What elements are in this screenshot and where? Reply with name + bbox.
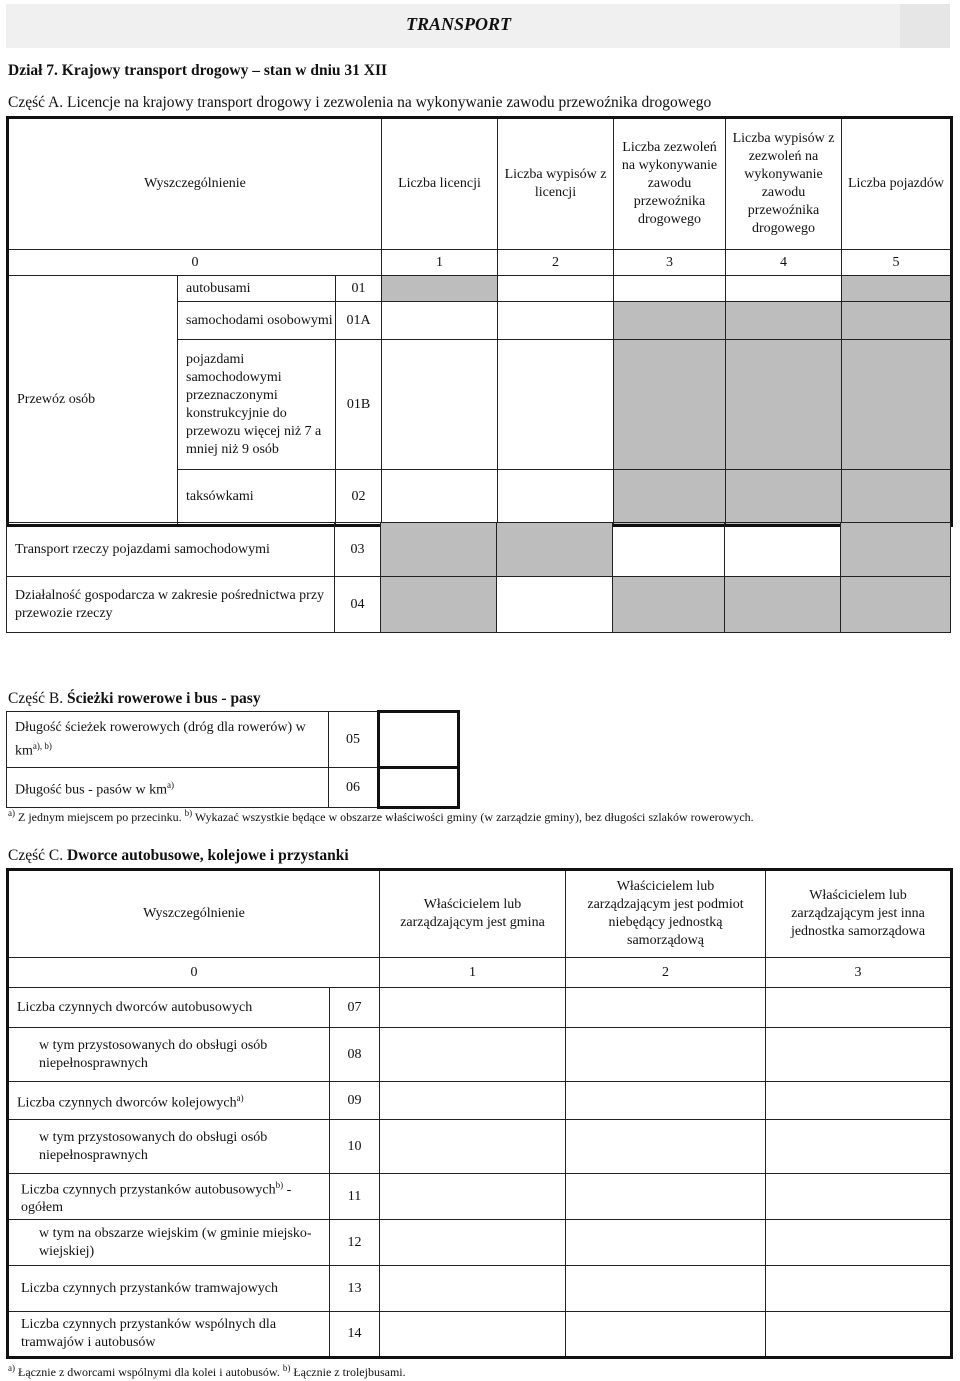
dzial-title: Dział 7. Krajowy transport drogowy – stan w dniu 31 XII [8, 62, 388, 79]
col-number-5: 5 [842, 250, 952, 276]
cell-12-2[interactable] [566, 1220, 766, 1266]
col-number-3: 3 [614, 250, 726, 276]
col-header-0: Wyszczególnienie [8, 118, 382, 250]
row-code-08: 08 [330, 1028, 380, 1082]
part-b-table [6, 710, 460, 809]
row-label-08: w tym przystosowanych do obsługi osób niepełnosprawnych [8, 1028, 330, 1082]
cell-04-3 [613, 577, 725, 633]
cell-03-4[interactable] [725, 523, 841, 577]
row-label-11-sup: b) [275, 1179, 284, 1190]
note-b-a-mark: a) [8, 808, 15, 818]
row-label-09-sup: a) [236, 1092, 244, 1103]
part-b-footnotes [8, 808, 754, 825]
col-header-2: Liczba wypisów z licencji [498, 118, 614, 250]
part-a-title: Część A. Licencje na krajowy transport drogowy i zezwolenia na wykonywanie zawodu przewoźnika drogowego [8, 94, 712, 111]
cell-01-1 [382, 276, 498, 302]
cell-11-3[interactable] [766, 1174, 952, 1220]
row-label-06-text: Długość bus - pasów w km [15, 782, 168, 798]
note-c-a: Łącznie z dworcami wspólnymi dla kolei i autobusów. [18, 1365, 280, 1379]
c-col-number-0: 0 [8, 958, 380, 988]
cell-04-5 [841, 577, 951, 633]
cell-01b-5 [842, 340, 952, 470]
row-code-10: 10 [330, 1120, 380, 1174]
cell-01b-1[interactable] [382, 340, 498, 470]
cell-01-5 [842, 276, 952, 302]
row-label-11-suffix: - ogółem [21, 1182, 292, 1216]
part-c-prefix: Część C. [8, 847, 64, 864]
cell-13-1[interactable] [380, 1266, 566, 1312]
cell-06-1[interactable] [379, 768, 459, 808]
cell-04-1 [381, 577, 497, 633]
section-title: TRANSPORT [406, 14, 512, 34]
cell-12-3[interactable] [766, 1220, 952, 1266]
c-col-header-0: Wyszczególnienie [8, 870, 380, 958]
cell-13-2[interactable] [566, 1266, 766, 1312]
row-label-11 [8, 1174, 330, 1220]
row-label-09-text: Liczba czynnych dworców kolejowych [17, 1095, 237, 1111]
row-label-01b: pojazdami samochodowymi przeznaczonymi konstrukcyjnie do przewozu więcej niż 7 a mniej niż 9 osób [178, 340, 336, 470]
cell-03-3[interactable] [613, 523, 725, 577]
cell-08-1[interactable] [380, 1028, 566, 1082]
row-label-14: Liczba czynnych przystanków wspólnych dla tramwajów i autobusów [8, 1312, 330, 1358]
cell-09-2[interactable] [566, 1082, 766, 1120]
cell-02-4 [726, 470, 842, 526]
c-col-number-3: 3 [766, 958, 952, 988]
row-code-01a: 01A [336, 302, 382, 340]
row-code-01: 01 [336, 276, 382, 302]
col-number-1: 1 [382, 250, 498, 276]
row-code-02: 02 [336, 470, 382, 526]
cell-14-2[interactable] [566, 1312, 766, 1358]
part-c-table [6, 868, 953, 1359]
header-bar [6, 4, 950, 48]
row-label-04: Działalność gospodarcza w zakresie pośrednictwa przy przewozie rzeczy [7, 577, 335, 633]
part-a-table-2 [6, 522, 951, 633]
cell-07-1[interactable] [380, 988, 566, 1028]
cell-08-2[interactable] [566, 1028, 766, 1082]
cell-01b-2[interactable] [498, 340, 614, 470]
cell-11-2[interactable] [566, 1174, 766, 1220]
cell-01a-4 [726, 302, 842, 340]
row-label-05-sup: a), b) [32, 740, 52, 751]
row-code-05: 05 [329, 712, 379, 768]
cell-11-1[interactable] [380, 1174, 566, 1220]
row-label-12: w tym na obszarze wiejskim (w gminie miejsko-wiejskiej) [8, 1220, 330, 1266]
cell-01b-4 [726, 340, 842, 470]
row-label-06-sup: a) [167, 779, 175, 790]
c-col-number-1: 1 [380, 958, 566, 988]
note-c-b-mark: b) [282, 1363, 291, 1373]
row-label-02: taksówkami [178, 470, 336, 526]
col-number-2: 2 [498, 250, 614, 276]
cell-03-1 [381, 523, 497, 577]
col-header-4: Liczba wypisów z zezwoleń na wykonywanie zawodu przewoźnika drogowego [726, 118, 842, 250]
row-label-01a: samochodami osobowymi [178, 302, 336, 340]
col-header-3: Liczba zezwoleń na wykonywanie zawodu przewoźnika drogowego [614, 118, 726, 250]
cell-05-1[interactable] [379, 712, 459, 768]
row-label-05 [7, 712, 329, 768]
row-label-03: Transport rzeczy pojazdami samochodowymi [7, 523, 335, 577]
part-b-prefix: Część B. [8, 690, 64, 707]
col-header-1: Liczba licencji [382, 118, 498, 250]
part-b-heading: Ścieżki rowerowe i bus - pasy [66, 690, 261, 707]
cell-01a-5 [842, 302, 952, 340]
cell-03-5 [841, 523, 951, 577]
row-code-14: 14 [330, 1312, 380, 1358]
row-label-05-text: Długość ścieżek rowerowych (dróg dla rowerów) w km [15, 719, 306, 759]
cell-14-3[interactable] [766, 1312, 952, 1358]
cell-01-4[interactable] [726, 276, 842, 302]
part-a-table [6, 116, 953, 527]
row-label-09 [8, 1082, 330, 1120]
cell-04-4 [725, 577, 841, 633]
row-label-01: autobusami [178, 276, 336, 302]
row-label-10: w tym przystosowanych do obsługi osób niepełnosprawnych [8, 1120, 330, 1174]
row-code-07: 07 [330, 988, 380, 1028]
cell-01b-3 [614, 340, 726, 470]
col-number-0: 0 [8, 250, 382, 276]
cell-12-1[interactable] [380, 1220, 566, 1266]
c-col-header-1: Właścicielem lub zarządzającym jest gmina [380, 870, 566, 958]
cell-04-2[interactable] [497, 577, 613, 633]
row-label-11-text: Liczba czynnych przystanków autobusowych [21, 1182, 276, 1198]
header-corner-box [900, 4, 950, 48]
cell-02-1[interactable] [382, 470, 498, 526]
row-label-13: Liczba czynnych przystanków tramwajowych [8, 1266, 330, 1312]
cell-13-3[interactable] [766, 1266, 952, 1312]
cell-01-2[interactable] [498, 276, 614, 302]
note-c-a-mark: a) [8, 1363, 15, 1373]
cell-08-3[interactable] [766, 1028, 952, 1082]
part-c-footnotes [8, 1363, 406, 1380]
c-col-number-2: 2 [566, 958, 766, 988]
row-label-06 [7, 768, 329, 808]
cell-10-2[interactable] [566, 1120, 766, 1174]
row-code-09: 09 [330, 1082, 380, 1120]
row-code-04: 04 [335, 577, 381, 633]
cell-09-1[interactable] [380, 1082, 566, 1120]
cell-02-5 [842, 470, 952, 526]
row-code-06: 06 [329, 768, 379, 808]
col-number-4: 4 [726, 250, 842, 276]
part-c-title [8, 847, 349, 865]
note-c-b: Łącznie z trolejbusami. [293, 1365, 406, 1379]
row-code-13: 13 [330, 1266, 380, 1312]
cell-10-1[interactable] [380, 1120, 566, 1174]
group-label: Przewóz osób [8, 276, 178, 526]
c-col-header-2: Właścicielem lub zarządzającym jest podmiot niebędący jednostką samorządową [566, 870, 766, 958]
cell-01a-3 [614, 302, 726, 340]
note-b-b-mark: b) [184, 808, 193, 818]
cell-01a-2[interactable] [498, 302, 614, 340]
cell-07-3[interactable] [766, 988, 952, 1028]
c-col-header-3: Właścicielem lub zarządzającym jest inna jednostka samorządowa [766, 870, 952, 958]
cell-02-2[interactable] [498, 470, 614, 526]
note-b-a: Z jednym miejscem po przecinku. [18, 810, 182, 824]
cell-01a-1[interactable] [382, 302, 498, 340]
cell-09-3[interactable] [766, 1082, 952, 1120]
cell-07-2[interactable] [566, 988, 766, 1028]
part-b-title [8, 690, 261, 708]
cell-02-3 [614, 470, 726, 526]
row-code-11: 11 [330, 1174, 380, 1220]
part-c-heading: Dworce autobusowe, kolejowe i przystanki [66, 847, 349, 864]
row-code-03: 03 [335, 523, 381, 577]
cell-14-1[interactable] [380, 1312, 566, 1358]
note-b-b: Wykazać wszystkie będące w obszarze właściwości gminy (w zarządzie gminy), bez długości szlaków rowerowych. [194, 810, 754, 824]
cell-03-2 [497, 523, 613, 577]
col-header-5: Liczba pojazdów [842, 118, 952, 250]
row-code-12: 12 [330, 1220, 380, 1266]
cell-10-3[interactable] [766, 1120, 952, 1174]
row-code-01b: 01B [336, 340, 382, 470]
cell-01-3[interactable] [614, 276, 726, 302]
row-label-07: Liczba czynnych dworców autobusowych [8, 988, 330, 1028]
